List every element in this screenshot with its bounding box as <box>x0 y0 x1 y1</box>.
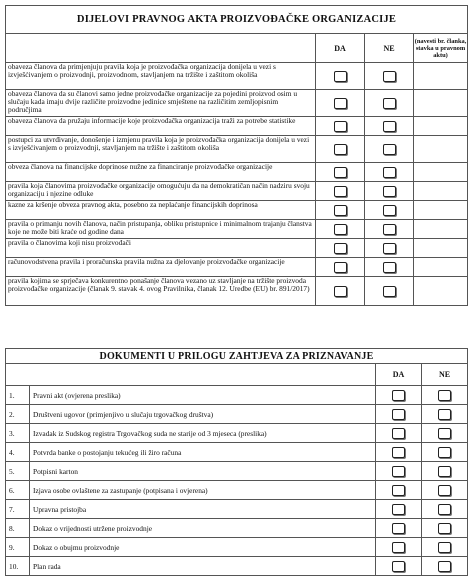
attached-documents-table <box>5 348 468 576</box>
ne-cell <box>422 386 468 405</box>
row-number: 6. <box>6 481 30 500</box>
column-header-ne: NE <box>365 34 414 63</box>
requirement-text: obaveza članova da primjenjuju pravila koja je proizvođačka organizacija donijela u vezi s izvješćivanjem o proizvodnji, proizvodnom, stavljanjem na tržište i zaštitom okoliša <box>6 63 316 90</box>
table-row <box>6 117 468 136</box>
table-row <box>6 258 468 277</box>
article-reference-input[interactable] <box>414 163 468 182</box>
legal-act-parts-table <box>5 5 468 306</box>
ne-checkbox[interactable] <box>438 485 451 496</box>
ne-cell <box>422 405 468 424</box>
da-cell <box>376 443 422 462</box>
row-number: 5. <box>6 462 30 481</box>
column-header-ne: NE <box>422 364 468 386</box>
row-number: 4. <box>6 443 30 462</box>
table-row <box>6 462 468 481</box>
da-cell <box>376 519 422 538</box>
da-cell <box>316 63 365 90</box>
table-row <box>6 500 468 519</box>
header-blank-cell <box>6 34 316 63</box>
requirement-text: pravila o članovima koji nisu proizvođači <box>6 239 316 258</box>
table-row <box>6 63 468 90</box>
da-checkbox[interactable] <box>392 390 405 401</box>
ne-checkbox[interactable] <box>438 542 451 553</box>
requirement-text: obaveza članova da su članovi samo jedne proizvođačke organizacije za pojedini proizvod osim u slučaju kada imaju dvije različite proizvodne jedinice smještene na različitim zemljopisnim područjima <box>6 90 316 117</box>
da-cell <box>376 462 422 481</box>
requirement-text: postupci za utvrđivanje, donošenje i izmjenu pravila koja je proizvođačka organizacija donijela u vezi s izvješćivanjem o proizvodnji, stavljanjem na tržište i zaštitom okoliša <box>6 136 316 163</box>
table-row <box>6 90 468 117</box>
da-cell <box>376 557 422 576</box>
ne-cell <box>365 201 414 220</box>
attached-documents-title: DOKUMENTI U PRILOGU ZAHTJEVA ZA PRIZNAVANJE <box>6 349 468 364</box>
da-checkbox[interactable] <box>334 243 347 254</box>
da-cell <box>316 90 365 117</box>
table-row <box>6 386 468 405</box>
document-label: Društveni ugovor (primjenjivo u slučaju trgovačkog društva) <box>30 405 376 424</box>
table-row <box>6 405 468 424</box>
article-reference-input[interactable] <box>414 258 468 277</box>
da-checkbox[interactable] <box>334 98 347 109</box>
da-checkbox[interactable] <box>392 523 405 534</box>
da-checkbox[interactable] <box>392 485 405 496</box>
column-header-article-note: (navesti br. članka, stavka u pravnom aktu) <box>414 34 468 63</box>
column-header-da: DA <box>376 364 422 386</box>
table-row <box>6 538 468 557</box>
article-reference-input[interactable] <box>414 90 468 117</box>
ne-checkbox[interactable] <box>383 224 396 235</box>
ne-checkbox[interactable] <box>383 71 396 82</box>
document-label: Plan rada <box>30 557 376 576</box>
requirement-text: kazne za kršenje obveza pravnog akta, posebno za neplaćanje financijskih doprinosa <box>6 201 316 220</box>
requirement-text: pravila koja članovima proizvođačke organizacije omogućuju da na demokratičan način nadziru svoju organizaciju i njezine odluke <box>6 182 316 201</box>
table-row <box>6 201 468 220</box>
document-label: Potvrda banke o postojanju tekućeg ili žiro računa <box>30 443 376 462</box>
da-cell <box>376 481 422 500</box>
table-row <box>6 163 468 182</box>
da-checkbox[interactable] <box>334 71 347 82</box>
da-checkbox[interactable] <box>334 205 347 216</box>
article-reference-input[interactable] <box>414 136 468 163</box>
ne-cell <box>422 519 468 538</box>
da-checkbox[interactable] <box>392 504 405 515</box>
requirement-text: obaveza članova da pružaju informacije koje proizvođačka organizacija traži za potrebe statistike <box>6 117 316 136</box>
da-checkbox[interactable] <box>392 466 405 477</box>
da-checkbox[interactable] <box>392 542 405 553</box>
da-cell <box>376 386 422 405</box>
row-number: 9. <box>6 538 30 557</box>
document-label: Dokaz o vrijednosti utržene proizvodnje <box>30 519 376 538</box>
row-number: 1. <box>6 386 30 405</box>
ne-cell <box>365 136 414 163</box>
da-checkbox[interactable] <box>334 186 347 197</box>
ne-checkbox[interactable] <box>438 561 451 572</box>
da-checkbox[interactable] <box>392 561 405 572</box>
da-cell <box>316 277 365 306</box>
article-reference-input[interactable] <box>414 201 468 220</box>
da-checkbox[interactable] <box>334 144 347 155</box>
document-label: Upravna pristojba <box>30 500 376 519</box>
da-cell <box>376 500 422 519</box>
ne-checkbox[interactable] <box>383 121 396 132</box>
row-number: 3. <box>6 424 30 443</box>
da-cell <box>376 538 422 557</box>
ne-cell <box>365 163 414 182</box>
da-checkbox[interactable] <box>334 286 347 297</box>
da-cell <box>316 163 365 182</box>
da-checkbox[interactable] <box>392 447 405 458</box>
table-row <box>6 136 468 163</box>
ne-cell <box>422 481 468 500</box>
requirement-text: pravila o primanju novih članova, način pristupanja, obliku pristupnice i minimalnom trajanju članstva koje ne može biti kraće od godine dana <box>6 220 316 239</box>
da-cell <box>376 405 422 424</box>
article-reference-input[interactable] <box>414 239 468 258</box>
ne-cell <box>422 538 468 557</box>
da-checkbox[interactable] <box>392 428 405 439</box>
da-checkbox[interactable] <box>334 121 347 132</box>
ne-checkbox[interactable] <box>383 243 396 254</box>
ne-cell <box>365 220 414 239</box>
da-cell <box>316 201 365 220</box>
ne-cell <box>422 557 468 576</box>
ne-checkbox[interactable] <box>383 262 396 273</box>
ne-checkbox[interactable] <box>383 186 396 197</box>
requirement-text: pravila kojima se sprječava konkurentno ponašanje članova vezano uz stavljanje na tržište proizvoda proizvođačke organizacije (članak 9. stavak 4. ovog Pravilnika, članak 12. Uredbe (EU) br. 891/2017) <box>6 277 316 306</box>
ne-checkbox[interactable] <box>383 167 396 178</box>
ne-checkbox[interactable] <box>383 205 396 216</box>
article-reference-input[interactable] <box>414 182 468 201</box>
ne-checkbox[interactable] <box>438 409 451 420</box>
table-row <box>6 239 468 258</box>
da-cell <box>316 117 365 136</box>
da-checkbox[interactable] <box>334 167 347 178</box>
row-number: 8. <box>6 519 30 538</box>
da-cell <box>316 136 365 163</box>
document-label: Izvadak iz Sudskog registra Trgovačkog suda ne starije od 3 mjeseca (preslika) <box>30 424 376 443</box>
da-cell <box>376 424 422 443</box>
ne-checkbox[interactable] <box>438 504 451 515</box>
da-checkbox[interactable] <box>334 262 347 273</box>
table-row <box>6 557 468 576</box>
table-row <box>6 220 468 239</box>
table-row <box>6 277 468 306</box>
da-cell <box>316 220 365 239</box>
ne-cell <box>365 182 414 201</box>
ne-checkbox[interactable] <box>438 428 451 439</box>
requirement-text: obveza članova na financijske doprinose nužne za financiranje proizvođačke organizacije <box>6 163 316 182</box>
ne-cell <box>365 258 414 277</box>
ne-cell <box>422 443 468 462</box>
legal-act-parts-title: DIJELOVI PRAVNOG AKTA PROIZVOĐAČKE ORGANIZACIJE <box>6 6 468 34</box>
da-cell <box>316 258 365 277</box>
ne-checkbox[interactable] <box>438 390 451 401</box>
da-checkbox[interactable] <box>334 224 347 235</box>
da-cell <box>316 182 365 201</box>
row-number: 2. <box>6 405 30 424</box>
document-label: Potpisni karton <box>30 462 376 481</box>
table-row <box>6 519 468 538</box>
da-checkbox[interactable] <box>392 409 405 420</box>
ne-cell <box>422 462 468 481</box>
column-header-da: DA <box>316 34 365 63</box>
da-cell <box>316 239 365 258</box>
document-label: Dokaz o obujmu proizvodnje <box>30 538 376 557</box>
article-reference-input[interactable] <box>414 63 468 90</box>
document-label: Izjava osobe ovlaštene za zastupanje (potpisana i ovjerena) <box>30 481 376 500</box>
ne-cell <box>365 239 414 258</box>
table-row <box>6 481 468 500</box>
ne-checkbox[interactable] <box>383 98 396 109</box>
ne-cell <box>365 117 414 136</box>
document-label: Pravni akt (ovjerena preslika) <box>30 386 376 405</box>
ne-cell <box>365 277 414 306</box>
table-row <box>6 182 468 201</box>
requirement-text: računovodstvena pravila i proračunska pravila nužna za djelovanje proizvođačke organizacije <box>6 258 316 277</box>
row-number: 10. <box>6 557 30 576</box>
ne-checkbox[interactable] <box>383 144 396 155</box>
ne-cell <box>365 90 414 117</box>
ne-cell <box>422 424 468 443</box>
table-row <box>6 424 468 443</box>
ne-checkbox[interactable] <box>438 447 451 458</box>
ne-cell <box>365 63 414 90</box>
ne-checkbox[interactable] <box>438 466 451 477</box>
row-number: 7. <box>6 500 30 519</box>
ne-cell <box>422 500 468 519</box>
header-blank-cell <box>6 364 376 386</box>
article-reference-input[interactable] <box>414 117 468 136</box>
article-reference-input[interactable] <box>414 277 468 306</box>
ne-checkbox[interactable] <box>383 286 396 297</box>
ne-checkbox[interactable] <box>438 523 451 534</box>
table-row <box>6 443 468 462</box>
article-reference-input[interactable] <box>414 220 468 239</box>
